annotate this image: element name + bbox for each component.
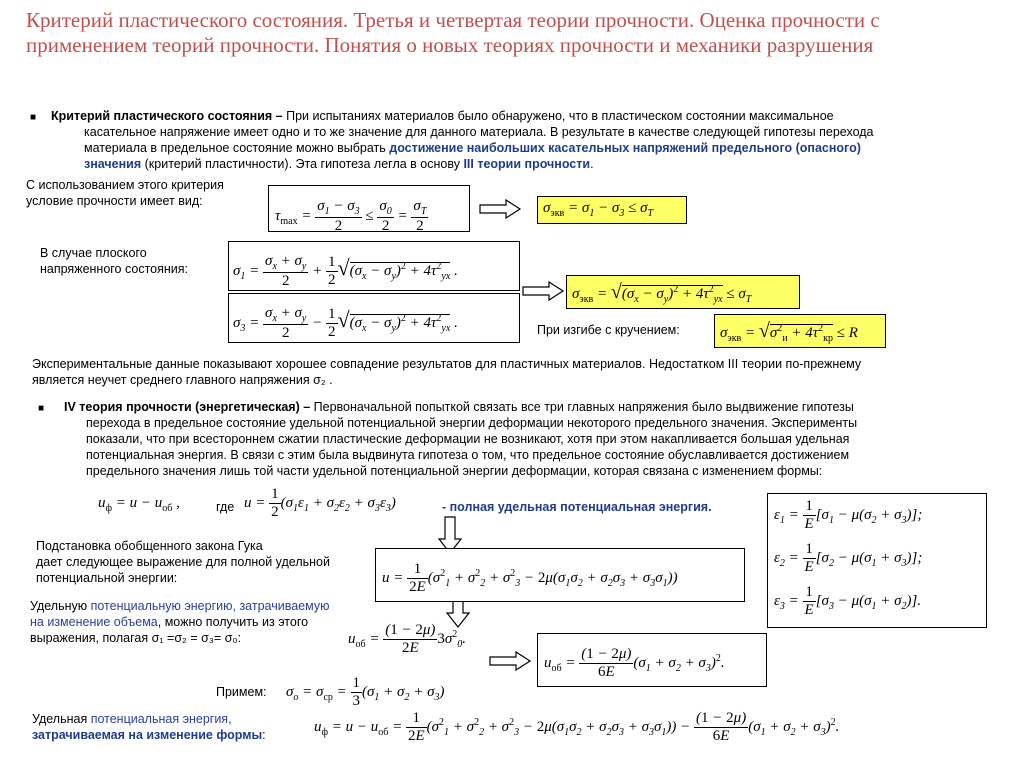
arrow-right-icon [488, 650, 532, 672]
shape-energy-line-1 [32, 712, 232, 727]
mean-stress-formula: $\sigma_o = \sigma_{ср}$ = $\frac{1}{3}$ $(\sigma_1 + \sigma_2 + \sigma_3)$ [286, 675, 445, 709]
paragraph-criterion [51, 109, 1001, 124]
volume-energy-line-3: выражения, полагая σ₁ =σ₂ = σ₃= σ₀: [30, 631, 242, 645]
criterion-heading: Критерий пластического состояния – [51, 109, 283, 123]
text: Первоначальной попыткой связать все три главных напряжения было выдвижение гипотезы [310, 400, 854, 414]
text: , можно получить из этого [157, 615, 309, 629]
page-title: Критерий пластического состояния. Третья и четвертая теории прочности. Оценка прочности с применением теорий прочности. Понятия о новых теориях прочности и механики разрушения [26, 8, 880, 57]
highlight-text: потенциальная энергия, [90, 712, 232, 726]
bullet-square-icon: ■ [30, 112, 37, 123]
flat-state-label-2: напряженного состояния: [40, 262, 189, 276]
bullet-square-icon: ■ [38, 403, 45, 414]
tau-max-formula: $\tau_{max}$ = $\frac{\sigma_1 - \sigma_3}{2}$ ≤ $\frac{\sigma_0}{2}$ = $\frac{\sigma_T}{2}$ [268, 185, 470, 232]
shape-energy-short-formula: $u_ф = u - u_{об}$ , [98, 495, 180, 514]
paragraph-line: перехода в предельное состояние удельной потенциальной энергии деформации некоторого предельного значения. Эксперименты [86, 416, 858, 430]
hooke-label-1: Подстановка обобщенного закона Гука [36, 539, 263, 553]
full-energy-label: - полная удельная потенциальная энергия. [442, 500, 712, 514]
experimental-line-1: Экспериментальные данные показывают хорошее совпадение результатов для пластичных материалов. Недостатком III теории по-прежнему [32, 357, 862, 371]
text: (критерий пластичности). Эта гипотеза легла в основу [141, 157, 464, 171]
highlight-text: достижение наибольших касательных напряжений предельного (опасного) [389, 141, 861, 155]
take-label: Примем: [216, 685, 267, 699]
hooke-energy-formula: u = $\frac{1}{2E}$ $(\sigma^2_1 + \sigma^2_2 + \sigma^2_3 - 2\mu(\sigma_1\sigma_2 + \sigma_2\sigma_3 + \sigma_3\sigma_1))$ [375, 548, 745, 602]
highlight-text: значения [84, 157, 142, 171]
full-energy-formula: u = $\frac{1}{2}$ $(\sigma_1\varepsilon_1 + \sigma_2\varepsilon_2 + \sigma_3\varepsilon_3)$ [244, 486, 396, 520]
where-label: где [216, 500, 235, 514]
paragraph-line: показали, что при всестороннем сжатии пластические деформации не возникают, хотя при этом накапливается большая удельная [86, 432, 850, 446]
text: Удельная [32, 712, 91, 726]
condition-label-1: С использованием этого критерия [26, 178, 224, 192]
arrow-right-icon [478, 198, 522, 220]
highlight-text: III теории прочности [463, 157, 591, 171]
paragraph-line: потенциальная энергия. В связи с этим была выдвинута гипотеза о том, что предельное состояние обуславливается достижением [86, 448, 850, 462]
equiv-stress-formula-III: $\sigma_{экв} = \sigma_1 - \sigma_3 \le \sigma_T$ [537, 196, 687, 224]
volume-energy-line-2 [30, 615, 308, 630]
hooke-label-2: дает следующее выражение для полной удельной [36, 555, 330, 569]
sigma1-formula: $\sigma_1$ = $\frac{\sigma_x + \sigma_y}{2}$ + $\frac{1}{2}$ $√(\sigma_x - \sigma_y)^2 + 4\tau^2_{yx}$ . [228, 241, 520, 291]
arrow-right-icon [521, 280, 565, 302]
strain-formulas-box: $\varepsilon_1$ = $\frac{1}{E}$ $[\sigma_1 - \mu(\sigma_2 + \sigma_3)]$; $\varepsilon_2$ = $\frac{1}{E}$ $[\sigma_2 - \mu(\sigma_1 + \sigma_3)]$; $\varepsilon_3$ = $\frac{1}{E}$ $[\sigma_3 - \mu(\sigma_1 + \sigma_2)]$. [767, 493, 987, 628]
paragraph-line [84, 141, 1004, 156]
equiv-stress-bending-formula: $\sigma_{экв} = √\sigma^2_и + 4\tau^2_{кр} \le R$ [714, 314, 886, 348]
paragraph-line: касательное напряжение имеет одно и то же значение для данного материала. В результате в качестве следующей гипотезы перехода [84, 125, 874, 139]
equiv-stress-flat-formula: $\sigma_{экв} = √(\sigma_x - \sigma_y)^2 + 4\tau^2_{yx} \le \sigma_T$ [566, 275, 800, 309]
text: При испытаниях материалов было обнаружено, что в пластическом состоянии максимальное [282, 109, 834, 123]
text: . [590, 157, 594, 171]
paragraph-energy-theory [64, 400, 1004, 415]
paragraph-line: предельного значения лишь той части удельной потенциальной энергии деформации, которая связана с изменением формы: [86, 464, 823, 478]
condition-label-2: условие прочности имеет вид: [26, 194, 203, 208]
paragraph-line [84, 157, 1004, 172]
shape-energy-line-2 [32, 728, 266, 743]
flat-state-label-1: В случае плоского [40, 246, 147, 260]
highlight-text: потенциальную энергию, затрачиваемую [90, 599, 330, 613]
text: Удельную [30, 599, 91, 613]
volume-energy-formula-1: $u_{об}$ = $\frac{(1 - 2\mu)}{2E}$ $3\sigma^2_0$. [348, 622, 467, 656]
text: : [262, 728, 266, 742]
volume-energy-formula-2: $u_{об}$ = $\frac{(1 - 2\mu)}{6E}$ $(\sigma_1 + \sigma_2 + \sigma_3)^2$. [537, 633, 767, 687]
hooke-label-3: потенциальной энергии: [36, 571, 178, 585]
text: материала в предельное состояние можно выбрать [84, 141, 390, 155]
bending-torsion-label: При изгибе с кручением: [537, 323, 680, 337]
volume-energy-line-1 [30, 599, 329, 614]
shape-energy-formula: $u_ф = u - u_{об}$ = $\frac{1}{2E}$ $(\sigma^2_1 + \sigma^2_2 + \sigma^2_3 - 2\mu(\sigma_1\sigma_2 + \sigma_2\sigma_3 + \sigma_3\sigma_1))$ − $\frac{(1 - 2\mu)}{6E}$ $(\sigma_1 + \sigma_2 + \sigma_3)^2$. [314, 710, 840, 744]
sigma3-formula: $\sigma_3$ = $\frac{\sigma_x + \sigma_y}{2}$ − $\frac{1}{2}$ $√(\sigma_x - \sigma_y)^2 + 4\tau^2_{yx}$ . [228, 293, 520, 343]
highlight-text: на изменение объема [30, 615, 158, 629]
highlight-text: затрачиваемая на изменение формы [32, 728, 263, 742]
energy-theory-heading: IV теория прочности (энергетическая) – [64, 400, 311, 414]
experimental-line-2: является неучет среднего главного напряжения σ₂ . [32, 373, 333, 387]
